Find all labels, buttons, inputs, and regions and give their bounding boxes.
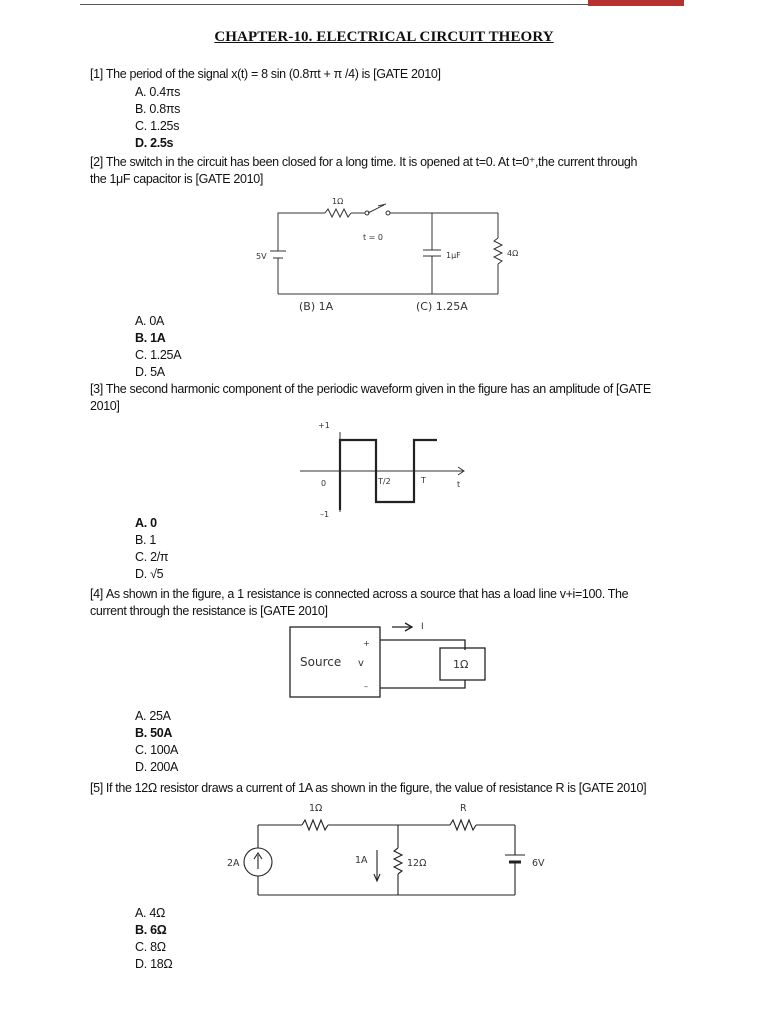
label-half-period: T/2 [378,477,391,486]
option-c: C. 8Ω [135,940,166,954]
option-c: C. 1.25A [135,348,182,362]
label-period: T [421,476,426,485]
label-current-source: 2A [227,858,240,869]
option-b: B. 1A [135,331,166,345]
question-number: [2] [90,155,103,169]
label-r12: 12Ω [407,858,427,869]
option-b: B. 1 [135,533,157,547]
label-source: 5V [256,252,267,261]
option-d: D. 5A [135,365,165,379]
question-text-line-1: As shown in the figure, a 1 resistance is connected across a source that has a load line v+i=100. The [105,587,629,601]
label-current: I [421,622,424,632]
option-c: C. 100A [135,743,179,757]
label-r1: 1Ω [332,197,344,206]
label-zero: 0 [321,479,327,488]
option-d: D. √5 [135,567,164,581]
question-number: [1] [90,67,103,81]
question-number: [3] [90,382,103,396]
option-c: C. 2/π [135,550,169,564]
question-text-line-2: current through the resistance is [GATE 2010] [90,604,328,618]
options-5 [135,905,172,973]
question-text-line-2: 2010] [90,399,120,413]
option-a: A. 4Ω [135,906,166,920]
question-text: If the 12Ω resistor draws a current of 1A as shown in the figure, the value of resistance R is [GATE 2010] [105,781,647,795]
option-a: A. 25A [135,709,171,723]
option-a: A. 0 [135,516,157,530]
question-text: The period of the signal x(t) = 8 sin (0.8πt + π /4) is [GATE 2010] [105,67,441,81]
label-resistor: 1Ω [453,658,469,671]
label-branch-current: 1A [355,855,368,866]
label-cap: 1μF [446,251,461,260]
caption-b: (B) 1A [299,300,334,313]
option-b: B. 50A [135,726,173,740]
option-b: B. 0.8πs [135,102,181,116]
question-number: [5] [90,781,103,795]
option-d: D. 18Ω [135,957,173,971]
label-minus: – [364,682,368,691]
option-c: C. 1.25s [135,119,180,133]
option-b: B. 6Ω [135,923,167,937]
option-d: D. 2.5s [135,136,174,150]
option-a: A. 0A [135,314,165,328]
option-d: D. 200A [135,760,179,774]
question-text-line-1: The switch in the circuit has been closed for a long time. It is opened at t=0. At t=0⁺,the current through [105,155,638,169]
label-plus1: +1 [318,421,330,430]
chapter-title: CHAPTER-10. ELECTRICAL CIRCUIT THEORY [214,29,554,45]
label-r2: 4Ω [507,249,519,258]
question-text-line-1: The second harmonic component of the periodic waveform given in the figure has an amplitude of [GATE [105,382,651,396]
label-source: Source [300,655,342,669]
label-r: R [460,803,467,814]
label-r1: 1Ω [309,803,323,814]
question-number: [4] [90,587,103,601]
label-plus: + [363,639,370,648]
label-v: v [358,658,364,669]
label-voltage-source: 6V [532,858,545,869]
option-a: A. 0.4πs [135,85,181,99]
label-t-axis: t [457,480,461,489]
label-minus1: –1 [320,510,330,519]
caption-c: (C) 1.25A [416,300,468,313]
label-switch: t = 0 [363,233,384,242]
question-text-line-2: the 1μF capacitor is [GATE 2010] [90,172,263,186]
